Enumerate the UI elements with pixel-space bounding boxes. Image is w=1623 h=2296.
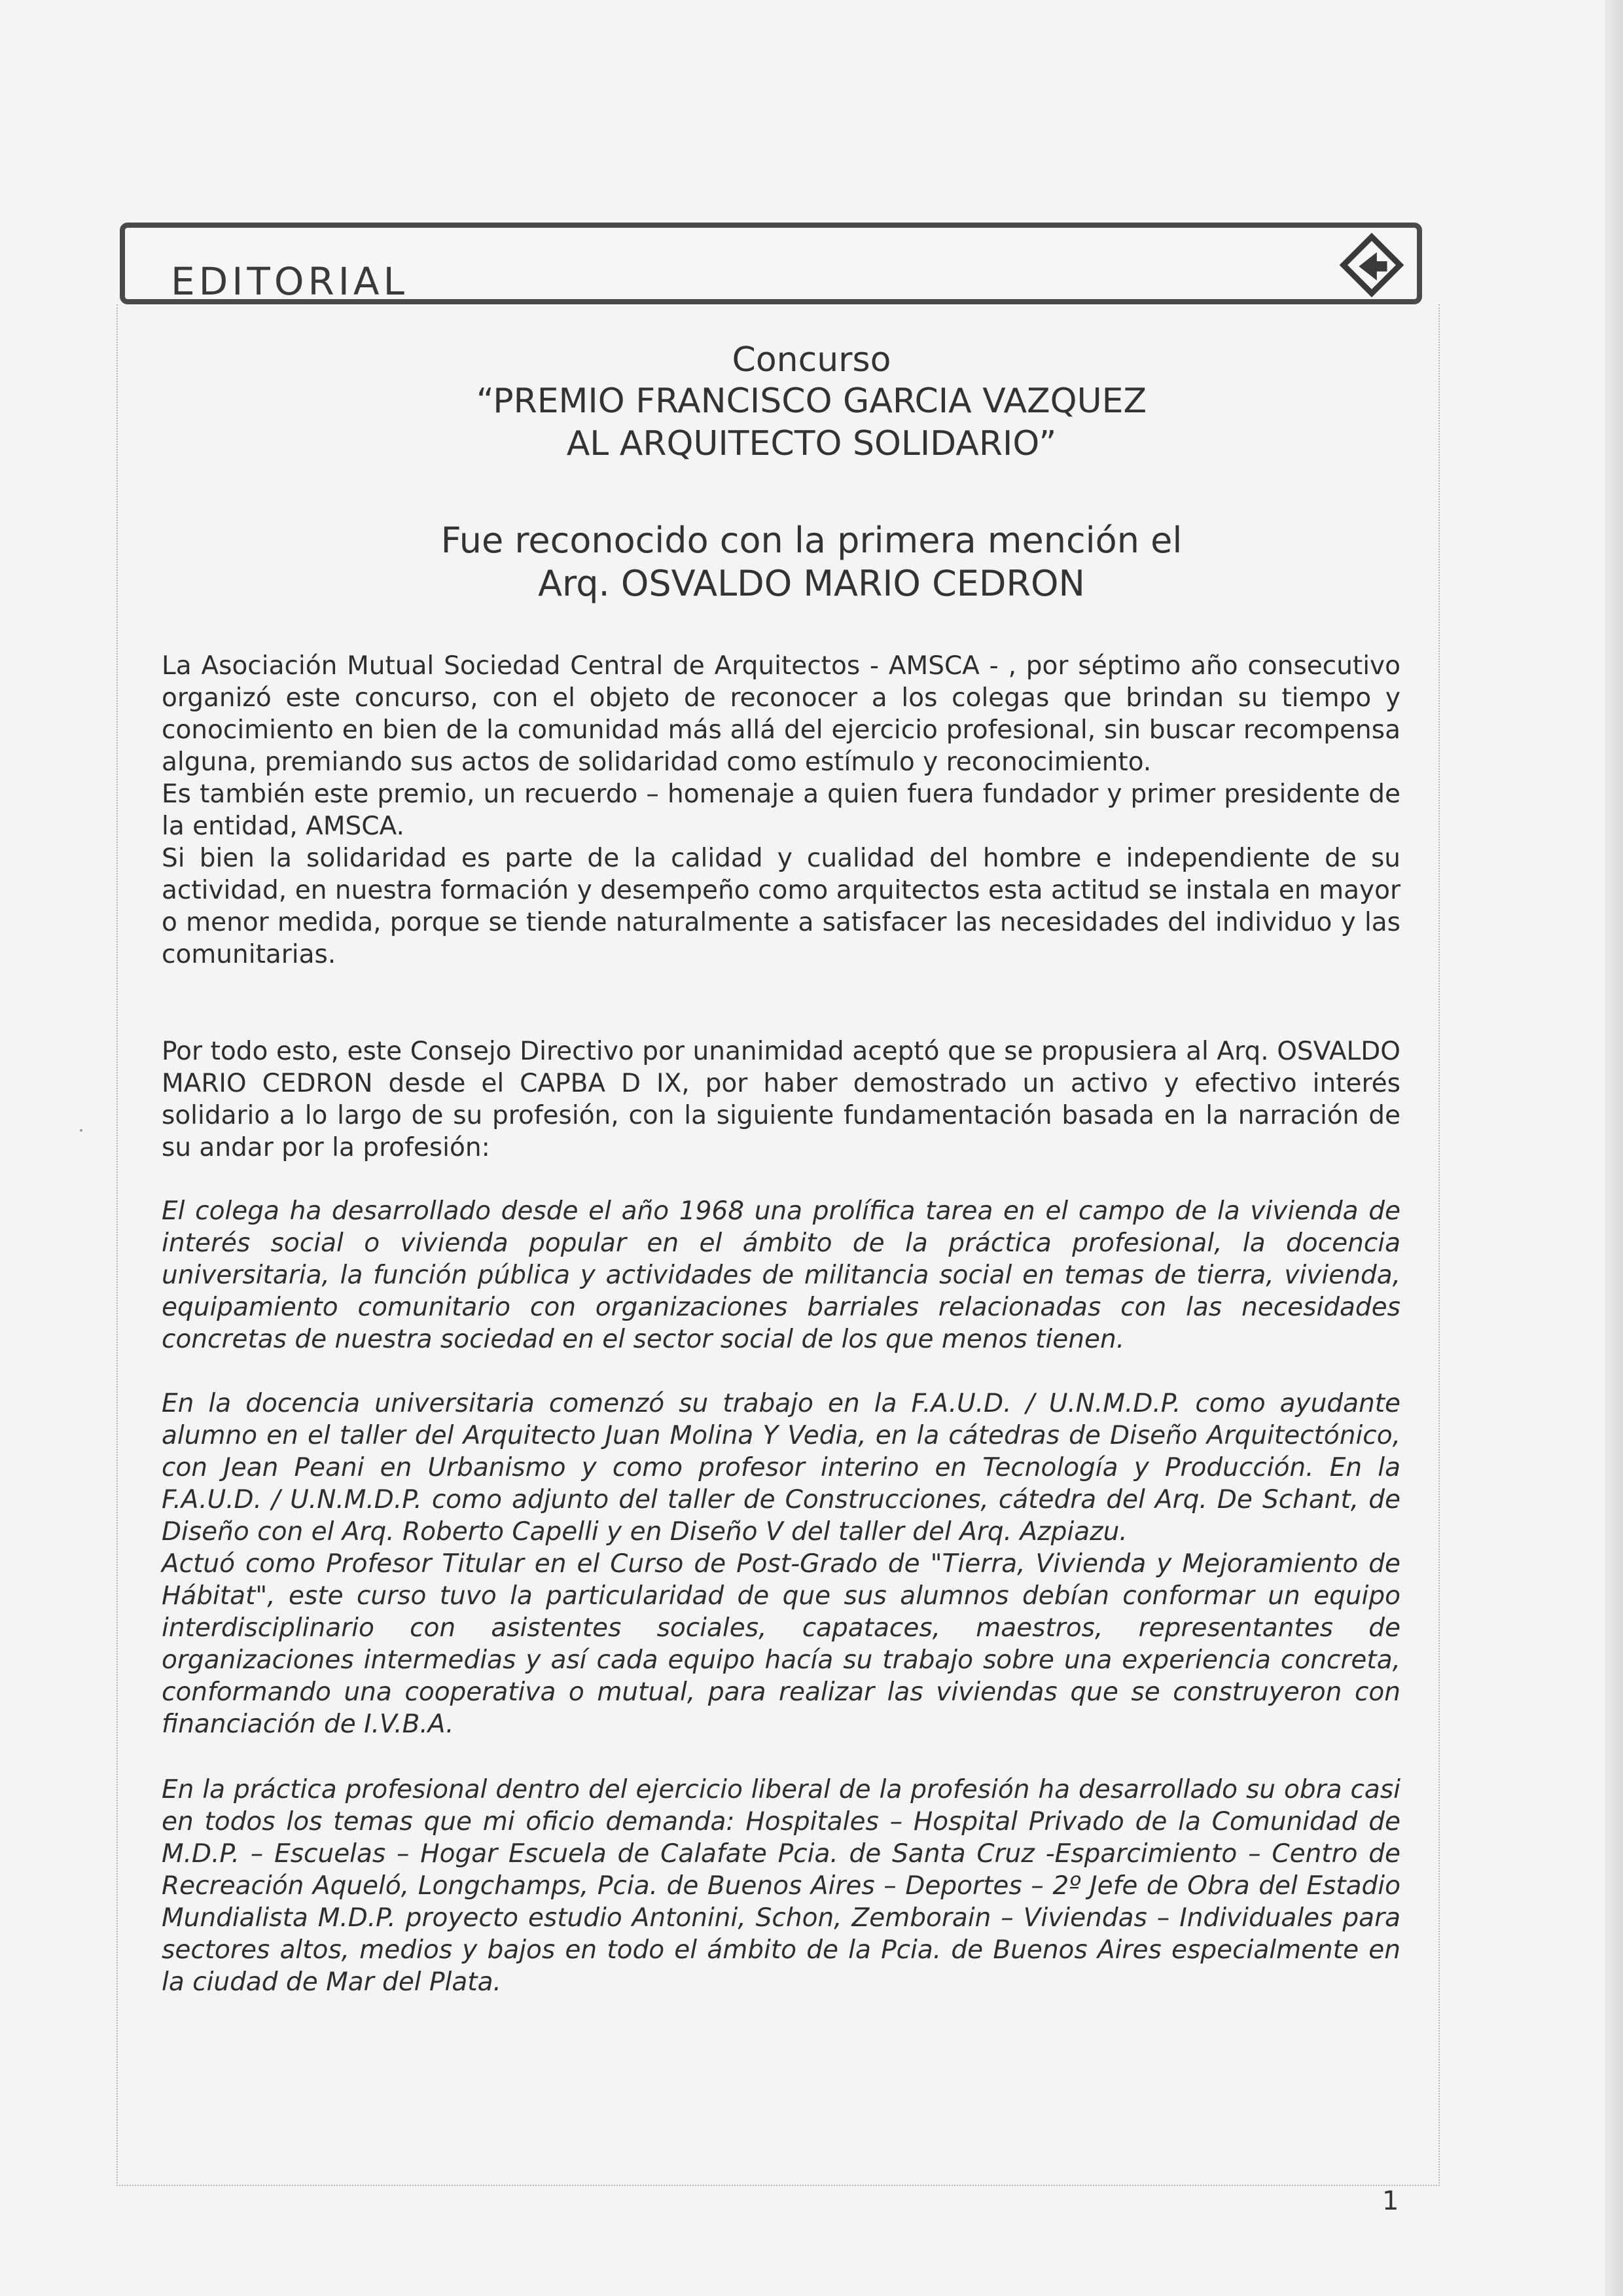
headline-line-3: AL ARQUITECTO SOLIDARIO”	[566, 424, 1057, 463]
career-summary-paragraph	[162, 1195, 1400, 1355]
career-summary-text: El colega ha desarrollado desde el año 1968 una prolífica tarea en el campo de la vivienda de interés social o vivienda popular en el ámbito de la práctica profesional, la docencia universitaria, la función pública y actividades de militancia social en temas de tierra, vivienda, equipamiento comunitario con organizaciones barriales relacionadas con las necesidades concretas de nuestra sociedad en el sector social de los que menos tienen.	[162, 1196, 1400, 1354]
subheadline-line-1: Fue reconocido con la primera mención el	[440, 520, 1183, 561]
intro-text-c: Si bien la solidaridad es parte de la calidad y cualidad del hombre e independiente de su actividad, en nuestra formación y desempeño como arquitectos esta actitud se instala en mayor o menor medida, porque se tiende naturalmente a satisfacer las necesidades del individuo y las comunitarias.	[162, 844, 1400, 969]
headline-line-1: Concurso	[732, 340, 891, 380]
teaching-text-b: Actuó como Profesor Titular en el Curso de Post-Grado de "Tierra, Vivienda y Mejoramiento de Hábitat", este curso tuvo la particularidad de que sus alumnos debían conformar un equipo interdisciplinario con asistentes sociales, capataces, maestros, representantes de organizaciones intermedias y así cada equipo hacía su trabajo sobre una experiencia concreta, conformando una cooperativa o mutual, para realizar las viviendas que se construyeron con financiación de I.V.B.A.	[162, 1549, 1400, 1739]
section-title: EDITORIAL	[171, 259, 408, 304]
proposal-text: Por todo esto, este Consejo Directivo por unanimidad aceptó que se propusiera al Arq. OSVALDO MARIO CEDRON desde el CAPBA D IX, por haber demostrado un activo y efectivo interés solidario a lo largo de su profesión, con la siguiente fundamentación basada en la narración de su andar por la profesión:	[162, 1037, 1400, 1162]
editorial-header	[120, 223, 1422, 304]
scan-speck	[80, 1129, 82, 1132]
teaching-paragraph	[162, 1388, 1400, 1740]
intro-text-b: Es también este premio, un recuerdo – homenaje a quien fuera fundador y primer presidente de la entidad, AMSCA.	[162, 780, 1400, 841]
proposal-paragraph	[162, 1035, 1400, 1164]
subheadline-line-2: Arq. OSVALDO MARIO CEDRON	[538, 563, 1085, 604]
page-number: 1	[1382, 2186, 1399, 2216]
teaching-text-a: En la docencia universitaria comenzó su trabajo en la F.A.U.D. / U.N.M.D.P. como ayudante alumno en el taller del Arquitecto Juan Molina Y Vedia, en la cátedras de Diseño Arquitectónico, con Jean Peani en Urbanismo y como profesor interino en Tecnología y Producción. En la F.A.U.D. / U.N.M.D.P. como adjunto del taller de Construcciones, cátedra del Arq. De Schant, de Diseño con el Arq. Roberto Capelli y en Diseño V del taller del Arq. Azpiazu.	[162, 1389, 1400, 1547]
intro-text-a: La Asociación Mutual Sociedad Central de Arquitectos - AMSCA - , por séptimo año consecutivo organizó este concurso, con el objeto de reconocer a los colegas que brindan su tiempo y conocimiento en bien de la comunidad más allá del ejercicio profesional, sin buscar recompensa alguna, premiando sus actos de solidaridad como estímulo y reconocimiento.	[162, 651, 1400, 777]
practice-paragraph	[162, 1774, 1400, 1998]
diamond-arrow-logo-icon	[1340, 233, 1404, 297]
intro-paragraph	[162, 650, 1400, 971]
practice-text: En la práctica profesional dentro del ejercicio liberal de la profesión ha desarrollado su obra casi en todos los temas que mi oficio demanda: Hospitales – Hospital Privado de la Comunidad de M.D.P. – Escuelas – Hogar Escuela de Calafate Pcia. de Santa Cruz -Esparcimiento – Centro de Recreación Aqueló, Longchamps, Pcia. de Buenos Aires – Deportes – 2º Jefe de Obra del Estadio Mundialista M.D.P. proyecto estudio Antonini, Schon, Zemborain – Viviendas – Individuales para sectores altos, medios y bajos en todo el ámbito de la Pcia. de Buenos Aires especialmente en la ciudad de Mar del Plata.	[162, 1775, 1400, 1997]
headline-line-2: “PREMIO FRANCISCO GARCIA VAZQUEZ	[476, 382, 1147, 421]
